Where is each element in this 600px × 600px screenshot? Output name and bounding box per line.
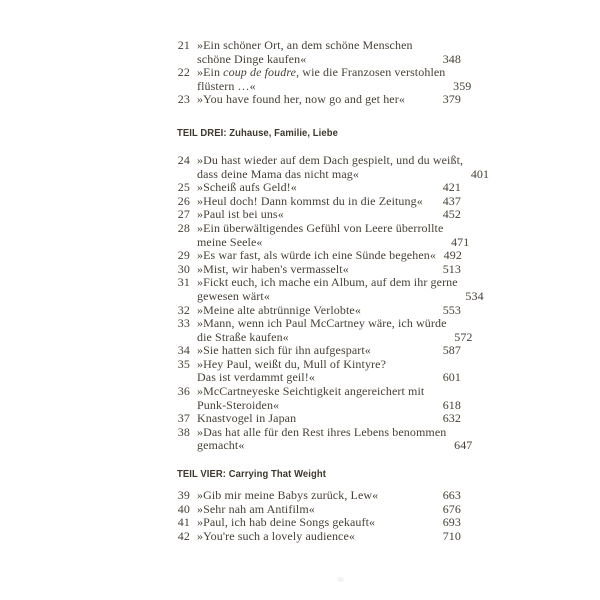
- title-line: [197, 516, 435, 530]
- page-number: 710: [442, 528, 461, 543]
- chapter-number: 35: [177, 356, 190, 371]
- title-segment: »Ein schöner Ort, an dem schöne Menschen: [197, 38, 413, 52]
- title-line: [197, 236, 443, 250]
- page-number: 587: [442, 343, 461, 358]
- chapter-number: 22: [177, 65, 190, 80]
- toc-entry: [177, 304, 461, 318]
- page-number: 663: [442, 488, 461, 503]
- toc-entry: [177, 65, 472, 93]
- toc-entry: [177, 344, 461, 358]
- page-number: 632: [442, 411, 461, 426]
- title-segment: »Ein überwältigendes Gefühl von Leere überrollte: [197, 220, 444, 235]
- chapter-number: 39: [177, 488, 190, 503]
- toc-entry: [177, 503, 461, 517]
- chapter-title: [197, 195, 435, 209]
- title-line: [197, 426, 446, 440]
- chapter-number: 40: [177, 501, 190, 516]
- title-segment: »Hey Paul, weißt du, Mull of Kintyre?: [197, 356, 387, 371]
- title-line: [197, 358, 435, 372]
- toc-entry: [177, 316, 473, 344]
- chapter-number: 30: [177, 261, 190, 276]
- title-segment: schöne Dinge kaufen«: [197, 51, 307, 66]
- title-segment: »Paul, ich hab deine Songs gekauft«: [197, 515, 376, 530]
- chapter-number: 26: [177, 193, 190, 208]
- chapter-title: [197, 249, 436, 263]
- chapter-number: 27: [177, 207, 190, 222]
- toc-section: [177, 126, 490, 453]
- chapter-number: 37: [177, 411, 190, 426]
- chapter-number: 32: [177, 302, 190, 317]
- title-segment: »You're such a lovely audience«: [197, 528, 356, 543]
- title-segment: »Mann, wenn ich Paul McCartney wäre, ich würde: [197, 316, 447, 331]
- page-number: 421: [442, 180, 461, 195]
- toc-entry: [177, 249, 461, 263]
- toc-entry: [177, 358, 461, 385]
- chapter-number: 36: [177, 384, 190, 399]
- title-italic-segment: coup de foudre: [223, 65, 297, 80]
- title-line: [197, 344, 435, 358]
- section-header: TEIL DREI: Zuhause, Familie, Liebe: [177, 126, 338, 139]
- title-line: [197, 168, 463, 182]
- chapter-title: [197, 93, 435, 107]
- page-number: 513: [442, 261, 461, 276]
- title-segment: Knastvogel in Japan: [197, 411, 297, 426]
- toc-entry: [177, 39, 461, 66]
- chapter-title: [197, 317, 447, 344]
- chapter-number: 38: [177, 424, 190, 439]
- chapter-number: 24: [177, 152, 190, 167]
- title-line: [197, 181, 435, 195]
- title-line: [197, 154, 463, 168]
- chapter-number: 42: [177, 528, 190, 543]
- toc-entry: [177, 195, 461, 209]
- chapter-title: [197, 39, 435, 66]
- title-line: [197, 195, 435, 209]
- title-segment: dass deine Mama das nicht mag«: [197, 166, 359, 181]
- title-line: [197, 249, 436, 263]
- toc-section: [177, 38, 472, 107]
- title-line: [197, 53, 435, 67]
- page-number: 572: [454, 329, 473, 344]
- title-segment: »Heul doch! Dann kommst du in die Zeitung«: [197, 193, 423, 208]
- toc-section: [177, 468, 461, 543]
- chapter-title: [197, 263, 435, 277]
- chapter-title: [197, 222, 443, 249]
- page-number: 359: [453, 78, 472, 93]
- toc-entry: [177, 530, 461, 544]
- toc: [177, 38, 490, 543]
- title-segment: »McCartneyeske Seichtigkeit angereichert mit: [197, 384, 425, 399]
- chapter-number: 23: [177, 92, 190, 107]
- chapter-title: [197, 426, 446, 453]
- title-segment: gewesen wärt«: [197, 288, 270, 303]
- chapter-title: [197, 344, 435, 358]
- toc-entry: [177, 516, 461, 530]
- page-number: 492: [443, 248, 462, 263]
- title-segment: Punk-Steroiden«: [197, 397, 280, 412]
- title-segment: meine Seele«: [197, 234, 263, 249]
- title-line: [197, 331, 447, 345]
- chapter-title: [197, 154, 463, 181]
- chapter-title: [197, 304, 435, 318]
- title-line: [197, 317, 447, 331]
- chapter-number: 34: [177, 343, 190, 358]
- title-line: [197, 290, 458, 304]
- toc-entry: [177, 385, 461, 412]
- title-segment: »Meine alte abtrünnige Verlobte«: [197, 302, 361, 317]
- title-segment: »Fickt euch, ich mache ein Album, auf dem ihr gerne: [197, 275, 458, 290]
- title-line: [197, 304, 435, 318]
- chapter-title: [197, 489, 435, 503]
- title-line: [197, 385, 435, 399]
- title-line: [197, 530, 435, 544]
- title-segment: »Sehr nah am Antifilm«: [197, 501, 315, 516]
- title-segment: »Es war fast, als würde ich eine Sünde begehen«: [197, 248, 436, 263]
- chapter-number: 31: [177, 275, 190, 290]
- title-segment: »You have found her, now go and get her«: [197, 92, 405, 107]
- title-segment: die Straße kaufen«: [197, 329, 289, 344]
- chapter-title: [197, 66, 445, 93]
- chapter-number: 29: [177, 248, 190, 263]
- page-number: 693: [442, 515, 461, 530]
- title-line: [197, 66, 445, 80]
- chapter-number: 25: [177, 180, 190, 195]
- page-number: 534: [465, 288, 484, 303]
- title-segment: gemacht«: [197, 438, 245, 453]
- toc-entry: [177, 208, 461, 222]
- title-segment: »Paul ist bei uns«: [197, 207, 284, 222]
- chapter-title: [197, 516, 435, 530]
- page-number: 437: [442, 193, 461, 208]
- title-line: [197, 208, 435, 222]
- toc-entry: [177, 412, 461, 426]
- title-line: [197, 439, 446, 453]
- toc-entry: [177, 93, 461, 107]
- title-line: [197, 39, 435, 53]
- title-line: [197, 399, 435, 413]
- chapter-title: [197, 181, 435, 195]
- title-line: [197, 489, 435, 503]
- chapter-number: 33: [177, 316, 190, 331]
- photo-artifact: [337, 577, 344, 582]
- title-segment: »Gib mir meine Babys zurück, Lew«: [197, 488, 379, 503]
- chapter-number: 41: [177, 515, 190, 530]
- toc-entry: [177, 489, 461, 503]
- title-line: [197, 93, 435, 107]
- title-line: [197, 276, 458, 290]
- title-segment: »Sie hatten sich für ihn aufgespart«: [197, 343, 371, 358]
- title-segment: »Scheiß aufs Geld!«: [197, 180, 297, 195]
- page-number: 452: [442, 207, 461, 222]
- title-line: [197, 222, 443, 236]
- page-number: 601: [442, 370, 461, 385]
- page-number: 618: [442, 397, 461, 412]
- toc-entry: [177, 263, 461, 277]
- chapter-title: [197, 276, 458, 303]
- page-number: 647: [454, 438, 473, 453]
- title-segment: , wie die Franzosen verstohlen: [296, 65, 446, 80]
- title-segment: »Ein: [197, 65, 224, 80]
- toc-entry: [177, 424, 473, 453]
- title-segment: Das ist verdammt geil!«: [197, 370, 315, 385]
- chapter-title: [197, 358, 435, 385]
- toc-entry: [177, 275, 484, 303]
- toc-entry: [177, 220, 470, 249]
- title-line: [197, 371, 435, 385]
- title-segment: flüstern …«: [197, 78, 256, 93]
- title-segment: »Mist, wir haben's vermasselt«: [197, 261, 349, 276]
- chapter-title: [197, 503, 435, 517]
- toc-entry: [177, 152, 490, 181]
- page-number: 401: [470, 166, 490, 181]
- title-line: [197, 263, 435, 277]
- title-line: [197, 412, 435, 426]
- page-number: 379: [442, 92, 461, 107]
- chapter-number: 28: [177, 220, 190, 235]
- chapter-number: 21: [177, 38, 190, 52]
- title-line: [197, 80, 445, 94]
- section-header: TEIL VIER: Carrying That Weight: [177, 468, 326, 481]
- page-number: 471: [451, 234, 470, 249]
- title-segment: »Du hast wieder auf dem Dach gespielt, und du weißt,: [197, 152, 464, 167]
- page-number: 348: [442, 51, 461, 66]
- title-segment: »Das hat alle für den Rest ihres Lebens benommen: [197, 424, 447, 439]
- chapter-title: [197, 530, 435, 544]
- toc-entry: [177, 181, 461, 195]
- page-number: 676: [442, 501, 461, 516]
- chapter-title: [197, 385, 435, 412]
- chapter-title: [197, 208, 435, 222]
- title-line: [197, 503, 435, 517]
- page-number: 553: [442, 302, 461, 317]
- chapter-title: [197, 412, 435, 426]
